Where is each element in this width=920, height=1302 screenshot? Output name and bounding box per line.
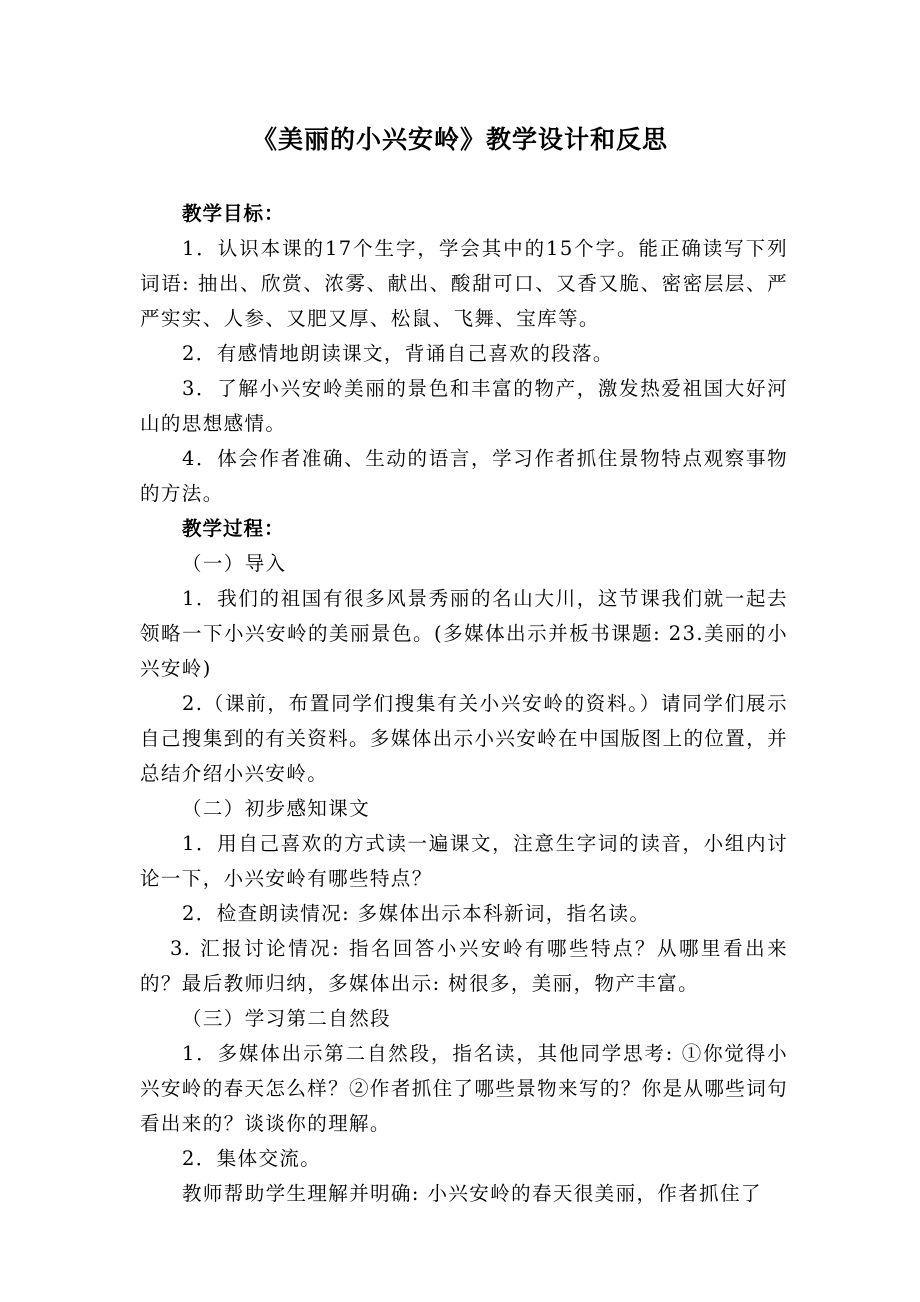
goals-heading: 教学目标： <box>182 202 285 225</box>
goal-item: 1．认识本课的17个生字，学会其中的15个字。能正确读写下列词语: 抽出、欣赏、浓雾、献出、酸甜可口、又香又脆、密密层层、严严实实、人参、又肥又厚、松鼠、飞舞、宝库等。 <box>140 237 788 330</box>
document-title: 《美丽的小兴安岭》教学设计和反思 <box>251 125 668 154</box>
paragraph: 教师帮助学生理解并明确: 小兴安岭的春天很美丽，作者抓住了 <box>182 1182 762 1205</box>
paragraph: 1．多媒体出示第二自然段，指名读，其他同学思考: ①你觉得小兴安岭的春天怎么样？②作者抓住了哪些景物来写的？你是从哪些词句看出来的？谈谈你的理解。 <box>140 1042 788 1135</box>
paragraph: 2．检查朗读情况: 多媒体出示本科新词，指名读。 <box>182 902 651 925</box>
process-heading: 教学过程： <box>182 517 285 540</box>
section-title-intro: （一）导入 <box>182 552 287 575</box>
section-title-first-reading: （二）初步感知课文 <box>182 797 371 820</box>
goal-item: 4．体会作者准确、生动的语言，学习作者抓住景物特点观察事物的方法。 <box>140 447 788 505</box>
paragraph: 1．我们的祖国有很多风景秀丽的名山大川，这节课我们就一起去领略一下小兴安岭的美丽景色。(多媒体出示并板书课题: 23.美丽的小兴安岭) <box>140 587 788 680</box>
goal-item: 2．有感情地朗读课文，背诵自己喜欢的段落。 <box>182 342 614 365</box>
paragraph: 2．集体交流。 <box>182 1147 322 1170</box>
goal-item: 3．了解小兴安岭美丽的景色和丰富的物产，激发热爱祖国大好河山的思想感情。 <box>140 377 788 435</box>
document-body <box>140 196 788 1211</box>
paragraph: 2.（课前，布置同学们搜集有关小兴安岭的资料。）请同学们展示自己搜集到的有关资料。多媒体出示小兴安岭在中国版图上的位置，并总结介绍小兴安岭。 <box>140 692 788 785</box>
paragraph: 1．用自己喜欢的方式读一遍课文，注意生字词的读音，小组内讨论一下，小兴安岭有哪些特点？ <box>140 832 788 890</box>
section-title-paragraph-two: （三）学习第二自然段 <box>182 1007 392 1030</box>
paragraph: 3. 汇报讨论情况: 指名回答小兴安岭有哪些特点？从哪里看出来的？最后教师归纳，多媒体出示: 树很多，美丽，物产丰富。 <box>140 937 788 995</box>
